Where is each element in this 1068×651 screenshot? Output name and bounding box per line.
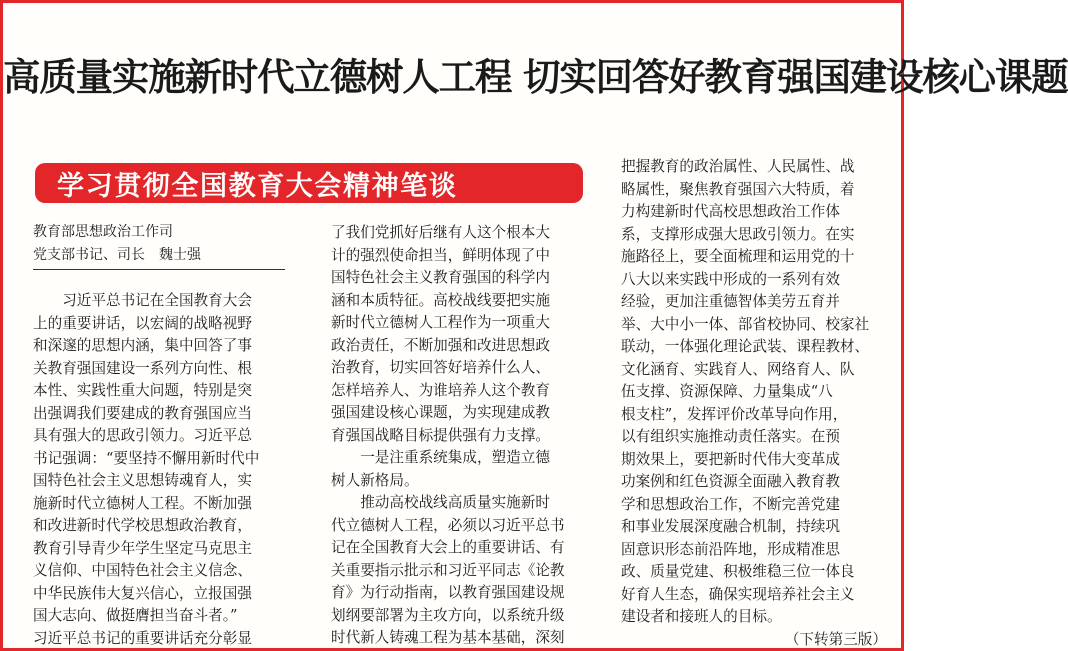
subheading-line: 树人新格局。 <box>331 471 419 489</box>
text-line: 上的重要讲话，以宏阔的战略视野 <box>33 314 252 332</box>
text-line: 育》为行动指南，以教育强国建设规 <box>331 584 565 601</box>
text-line: 强国建设核心课题，为实现建成教 <box>331 404 550 421</box>
text-line: 治教育，切实回答好培养什么人、 <box>331 359 550 376</box>
text-column-2 <box>331 222 597 650</box>
text-line: 推动高校战线高质量实施新时 <box>331 494 550 511</box>
text-line: 伍支撑、资源保障、力量集成“八 <box>621 383 833 400</box>
text-line: 联动，一体强化理论武装、课程教材、 <box>621 338 870 355</box>
text-line: 具有强大的思政引领力。习近平总 <box>33 427 252 444</box>
text-line: 好育人生态，确保实现培养社会主义 <box>621 585 855 603</box>
text-line: 施新时代立德树人工程。不断加强 <box>33 494 252 512</box>
text-line: 政治责任，不断加强和改进思想政 <box>331 336 550 354</box>
text-line: 功案例和红色资源全面融入教育教 <box>621 473 840 490</box>
text-line: 习近平总书记在全国教育大会 <box>33 292 252 309</box>
headline: 高质量实施新时代立德树人工程 切实回答好教育强国建设核心课题 <box>3 55 1068 99</box>
text-line: 代立德树人工程，必须以习近平总书 <box>331 516 565 534</box>
text-line: 计的强烈使命担当，鲜明体现了中 <box>331 246 550 264</box>
text-column-1 <box>33 290 301 650</box>
text-line: 关教育强国建设一系列方向性、根 <box>33 359 252 377</box>
text-line: 期效果上，要把新时代伟大变革成 <box>621 450 840 468</box>
text-line: 涵和本质特征。高校战线要把实施 <box>331 291 550 309</box>
text-line: 以有组织实施推动责任落实。在预 <box>621 428 840 445</box>
banner-text: 学习贯彻全国教育大会精神笔谈 <box>57 170 458 202</box>
text-line: 划纲要部署为主攻方向，以系统升级 <box>331 606 565 624</box>
text-line: 学和思想政治工作，不断完善党建 <box>621 495 840 513</box>
column-banner <box>35 163 583 203</box>
text-line: 书记强调：“要坚持不懈用新时代中 <box>33 449 260 467</box>
text-line: 固意识形态前沿阵地，形成精准思 <box>621 540 840 558</box>
text-line: 把握教育的政治属性、人民属性、战 <box>621 158 855 175</box>
subheading-line: 一是注重系统集成，塑造立德 <box>331 449 550 466</box>
author-name: 党支部书记、司长 魏士强 <box>33 247 201 263</box>
author-affiliation: 教育部思想政治工作司 <box>33 224 173 240</box>
continued-note: （下转第三版） <box>784 630 887 648</box>
text-line: 育强国战略目标提供强有力支撑。 <box>331 426 550 444</box>
text-line: 国特色社会主义教育强国的科学内 <box>331 269 550 286</box>
text-line: 新时代立德树人工程作为一项重大 <box>331 314 550 331</box>
text-line: 和事业发展深度融合机制，持续巩 <box>621 518 840 535</box>
text-line: 举、大中小一体、部省校协同、校家社 <box>621 315 870 333</box>
text-line: 建设者和接班人的目标。 <box>621 608 782 625</box>
text-line: 力构建新时代高校思想政治工作体 <box>621 203 840 220</box>
text-line: 义信仰、中国特色社会主义信念、 <box>33 562 252 579</box>
text-line: 和深邃的思想内涵，集中回答了事 <box>33 337 252 354</box>
text-line: 了我们党抓好后继有人这个根本大 <box>331 224 550 241</box>
text-line: 国特色社会主义思想铸魂育人，实 <box>33 472 252 489</box>
text-line: 关重要指示批示和习近平同志《论教 <box>331 561 565 579</box>
text-line: 中华民族伟大复兴信心，立报国强 <box>33 584 252 602</box>
text-line: 略属性，聚焦教育强国六大特质，着 <box>621 180 855 198</box>
text-line: 文化涵育、实践育人、网络育人、队 <box>621 360 855 378</box>
text-line: 记在全国教育大会上的重要讲话、有 <box>331 539 565 556</box>
author-byline <box>33 221 285 270</box>
text-line: 经验，更加注重德智体美劳五育并 <box>621 293 840 310</box>
text-line: 系，支撑形成强大思政引领力。在实 <box>621 225 855 243</box>
text-line: 根支柱”，发挥评价改革导向作用， <box>621 405 848 423</box>
text-line: 习近平总书记的重要讲话充分彰显 <box>33 629 252 647</box>
text-line: 怎样培养人、为谁培养人这个教育 <box>331 381 550 399</box>
text-column-3 <box>621 156 887 651</box>
text-line: 八大以来实践中形成的一系列有效 <box>621 270 840 288</box>
text-line: 本性、实践性重大问题，特别是突 <box>33 382 252 399</box>
text-line: 政、质量党建、积极维稳三位一体良 <box>621 563 855 580</box>
text-line: 施路径上，要全面梳理和运用党的十 <box>621 248 855 265</box>
text-line: 出强调我们要建成的教育强国应当 <box>33 404 252 422</box>
text-line: 国大志向、做挺膺担当奋斗者。” <box>33 607 238 624</box>
text-line: 和改进新时代学校思想政治教育， <box>33 517 252 534</box>
text-line: 教育引导青少年学生坚定马克思主 <box>33 539 252 557</box>
text-line: 时代新人铸魂工程为基本基础，深刻 <box>331 629 565 646</box>
